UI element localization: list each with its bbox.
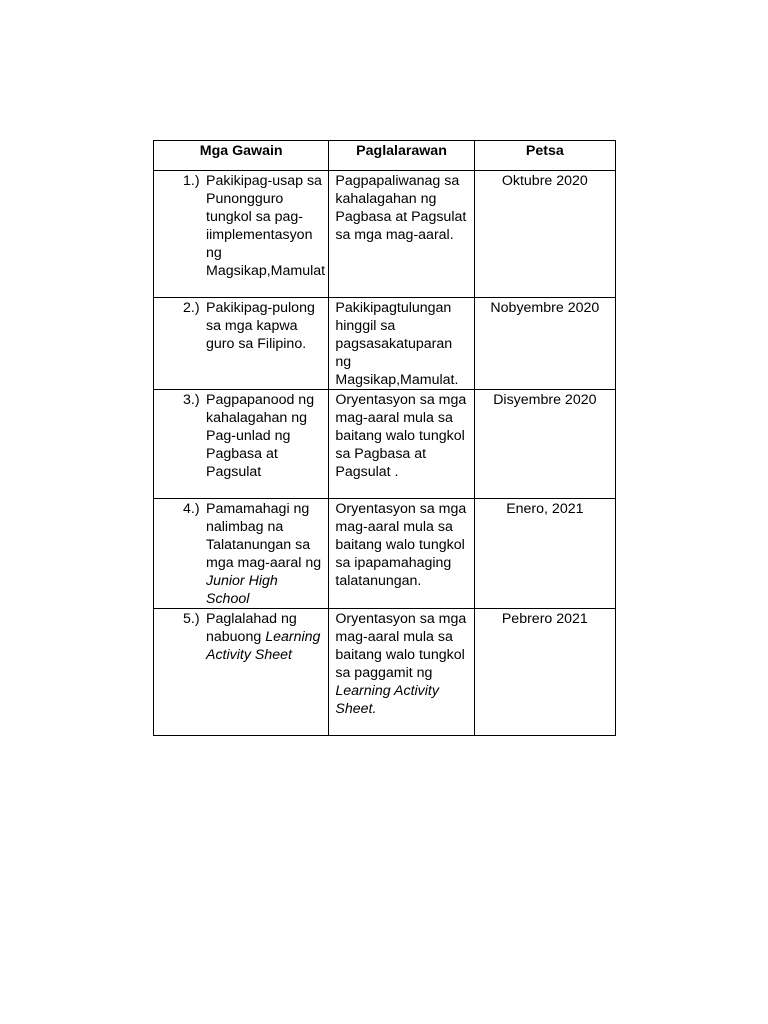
- description-cell: [329, 390, 474, 499]
- activity-italic-text: Junior High School: [206, 573, 278, 607]
- description-cell: [329, 171, 474, 298]
- activity-text: Pakikipag-usap sa Punongguro tungkol sa pag-iimplementasyon ng Magsikap,Mamulat: [206, 173, 326, 279]
- activity-number: 5.): [183, 611, 200, 627]
- activity-number: 3.): [183, 392, 200, 408]
- description-cell: [329, 609, 474, 736]
- table-row: [154, 171, 616, 298]
- description-text: Oryentasyon sa mga mag-aaral mula sa baitang walo tungkol sa ipapamahaging talatanungan.: [335, 501, 467, 589]
- date-cell: Nobyembre 2020: [474, 298, 615, 390]
- header-activities: Mga Gawain: [154, 141, 329, 171]
- date-cell: Oktubre 2020: [474, 171, 615, 298]
- header-date: Petsa: [474, 141, 615, 171]
- table-header-row: [154, 141, 616, 171]
- description-cell: [329, 298, 474, 390]
- activity-cell: [154, 609, 329, 736]
- description-text: Oryentasyon sa mga mag-aaral mula sa baitang walo tungkol sa Pagbasa at Pagsulat .: [335, 392, 467, 480]
- activity-text: Pakikipag-pulong sa mga kapwa guro sa Filipino.: [206, 300, 315, 352]
- description-cell: [329, 499, 474, 609]
- table-row: [154, 499, 616, 609]
- date-cell: Enero, 2021: [474, 499, 615, 609]
- description-text: Pagpapaliwanag sa kahalagahan ng Pagbasa at Pagsulat sa mga mag-aaral.: [335, 173, 467, 243]
- activity-text: Pagpapanood ng kahalagahan ng Pag-unlad ng Pagbasa at Pagsulat: [206, 392, 315, 480]
- description-text: Pakikipagtulungan hinggil sa pagsasakatuparan ng Magsikap,Mamulat.: [335, 300, 459, 388]
- activity-text: Pamamahagi ng nalimbag na Talatanungan sa mga mag-aaral ng: [206, 501, 322, 571]
- description-text: Oryentasyon sa mga mag-aaral mula sa baitang walo tungkol sa paggamit ng: [335, 611, 467, 681]
- table-row: [154, 298, 616, 390]
- activity-number: 2.): [183, 300, 200, 316]
- activity-cell: [154, 298, 329, 390]
- activity-table: [153, 140, 616, 736]
- activity-number: 4.): [183, 501, 200, 517]
- table-row: [154, 609, 616, 736]
- header-description: Paglalarawan: [329, 141, 474, 171]
- table-row: [154, 390, 616, 499]
- description-italic-text: Learning Activity Sheet.: [335, 683, 439, 717]
- activity-text: Paglalahad ng nabuong: [206, 611, 297, 645]
- activity-cell: [154, 390, 329, 499]
- date-cell: Pebrero 2021: [474, 609, 615, 736]
- activity-cell: [154, 499, 329, 609]
- activity-cell: [154, 171, 329, 298]
- activity-italic-text: Learning Activity Sheet: [206, 629, 321, 663]
- date-cell: Disyembre 2020: [474, 390, 615, 499]
- activity-number: 1.): [183, 173, 200, 189]
